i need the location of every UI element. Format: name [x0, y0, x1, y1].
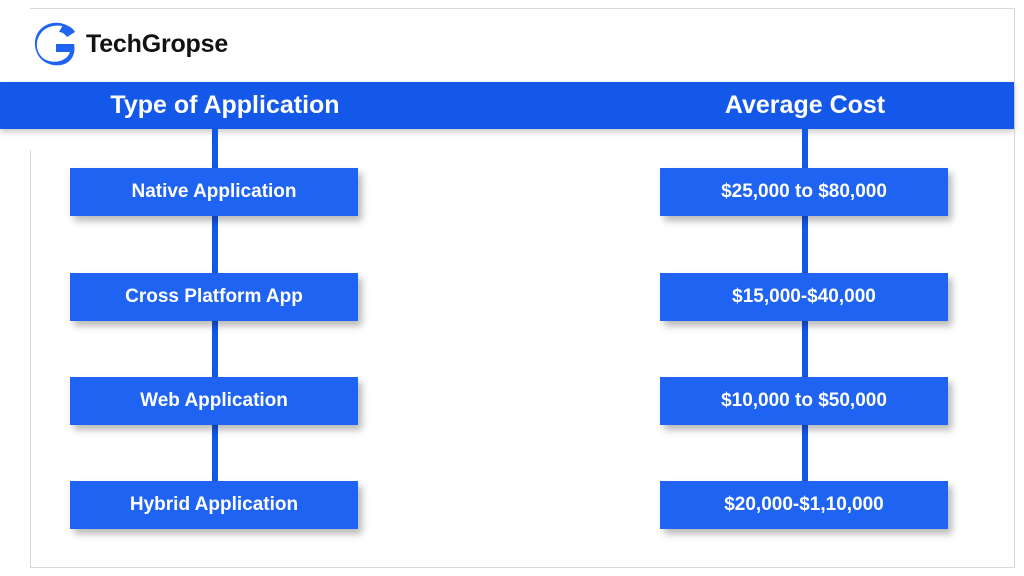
node-type-4[interactable]: Hybrid Application — [70, 481, 358, 529]
frame-border-top — [30, 8, 1015, 9]
node-type-2[interactable]: Cross Platform App — [70, 273, 358, 321]
frame-border-bottom — [30, 567, 1015, 568]
node-cost-4[interactable]: $20,000-$1,10,000 — [660, 481, 948, 529]
brand-logo — [34, 22, 228, 66]
node-cost-2[interactable]: $15,000-$40,000 — [660, 273, 948, 321]
g-logo-icon — [34, 22, 78, 66]
column-header-type: Type of Application — [110, 91, 340, 119]
frame-border-right — [1014, 8, 1015, 568]
table-header-band — [0, 82, 1014, 129]
node-type-1[interactable]: Native Application — [70, 168, 358, 216]
node-cost-1[interactable]: $25,000 to $80,000 — [660, 168, 948, 216]
node-cost-3[interactable]: $10,000 to $50,000 — [660, 377, 948, 425]
frame-border-left — [30, 150, 31, 568]
brand-name: TechGropse — [86, 29, 229, 58]
column-header-cost: Average Cost — [724, 91, 886, 119]
node-type-3[interactable]: Web Application — [70, 377, 358, 425]
